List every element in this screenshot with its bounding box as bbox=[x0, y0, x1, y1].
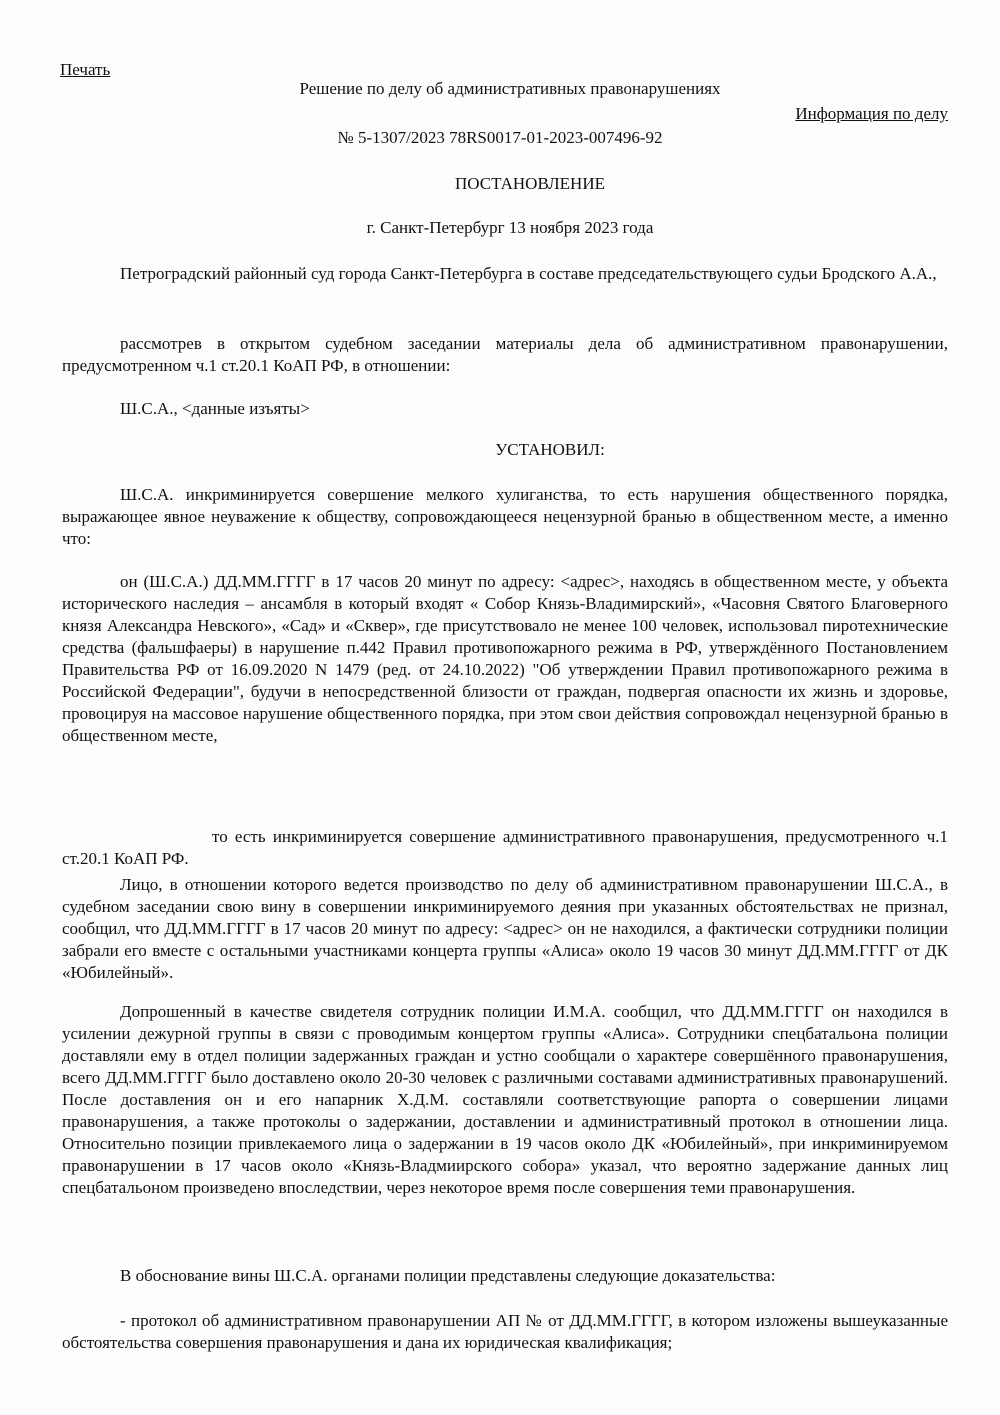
circumstances-paragraph: он (Ш.С.А.) ДД.ММ.ГГГГ в 17 часов 20 минут по адресу: <адрес>, находясь в общественном месте, у объекта исторического наследия – ансамбля в который входят « Собор Князь-Владимирский», «Часовня Святого Благоверного князя Александра Невского», «Сад» и «Сквер», где присутствовало не менее 100 человек, использовал пиротехнические средства (фальшфаеры) в нарушение п.442 Правил противопожарного режима в РФ, утверждённого Постановлением Правительства РФ от 16.09.2020 N 1479 (ред. от 24.10.2022) "Об утверждении Правил противопожарного режима в Российской Федерации", будучи в непосредственной близости от граждан, подвергая опасности их жизнь и здоровье, провоцируя на массовое нарушение общественного порядка, при этом свои действия сопровождал нецензурной бранью в общественном месте, bbox=[62, 572, 948, 745]
witness-statement-paragraph: Допрошенный в качестве свидетеля сотрудник полиции И.М.А. сообщил, что ДД.ММ.ГГГГ он находился в усилении дежурной группы в связи с проводимым концертом группы «Алиса». Сотрудники спецбатальона полиции доставляли ему в отдел полиции задержанных граждан и устно сообщали о характере совершённого правонарушения, всего ДД.ММ.ГГГГ было доставлено около 20-30 человек с различными составами административных правонарушений. После доставления он и его напарник Х.Д.М. составляли соответствующие рапорта о совершении лицами правонарушения, а также протоколы о задержании, доставлении и административный протокол в отношении лица. Относительно позиции привлекаемого лица о задержании в 19 часов около ДК «Юбилейный», при инкриминируемом правонарушении в 17 часов около «Князь-Владмиирского собора» указал, что вероятно задержание данных лиц спецбатальоном произведено впоследствии, через некоторое время после совершения теми правонарушения. bbox=[62, 1002, 948, 1197]
case-info-link[interactable]: Информация по делу bbox=[795, 104, 948, 123]
city-date: г. Санкт-Петербург 13 ноября 2023 года bbox=[366, 218, 654, 237]
reviewed-paragraph: рассмотрев в открытом судебном заседании материалы дела об административном правонарушении, предусмотренном ч.1 ст.20.1 КоАП РФ, в отношении: bbox=[62, 334, 948, 375]
charge-paragraph: Ш.С.А. инкриминируется совершение мелкого хулиганства, то есть нарушения общественного порядка, выражающее явное неуважение к обществу, сопровождающееся нецензурной бранью в общественном месте, а именно что: bbox=[62, 485, 948, 548]
qualification-paragraph: то есть инкриминируется совершение административного правонарушения, предусмотренного ч.1 ст.20.1 КоАП РФ. bbox=[62, 827, 948, 868]
document-heading: ПОСТАНОВЛЕНИЕ bbox=[454, 174, 605, 193]
page-title: Решение по делу об административных правонарушениях bbox=[299, 79, 721, 98]
evidence-intro-paragraph: В обоснование вины Ш.С.А. органами полиции представлены следующие доказательства: bbox=[120, 1266, 776, 1285]
person-paragraph: Ш.С.А., <данные изъяты> bbox=[120, 399, 310, 418]
print-link[interactable]: Печать bbox=[60, 60, 111, 79]
defendant-statement-paragraph: Лицо, в отношении которого ведется производство по делу об административном правонарушении Ш.С.А., в судебном заседании свою вину в совершении инкриминируемого деяния при указанных обстоятельствах не признал, сообщил, что ДД.ММ.ГГГГ в 17 часов 20 минут по адресу: <адрес> он не находился, а фактически сотрудники полиции забрали его вместе с остальными участниками концерта группы «Алиса» около 19 часов 30 минут ДД.ММ.ГГГГ от ДК «Юбилейный». bbox=[62, 875, 948, 982]
evidence-item-paragraph: - протокол об административном правонарушении АП № от ДД.ММ.ГГГГ, в котором изложены вышеуказанные обстоятельства совершения правонарушения и дана их юридическая квалификация; bbox=[62, 1311, 948, 1352]
established-heading: УСТАНОВИЛ: bbox=[495, 440, 605, 459]
court-composition-paragraph: Петроградский районный суд города Санкт-Петербурга в составе председательствующего судьи Бродского А.А., bbox=[120, 264, 937, 283]
case-number: № 5-1307/2023 78RS0017-01-2023-007496-92 bbox=[337, 128, 663, 147]
